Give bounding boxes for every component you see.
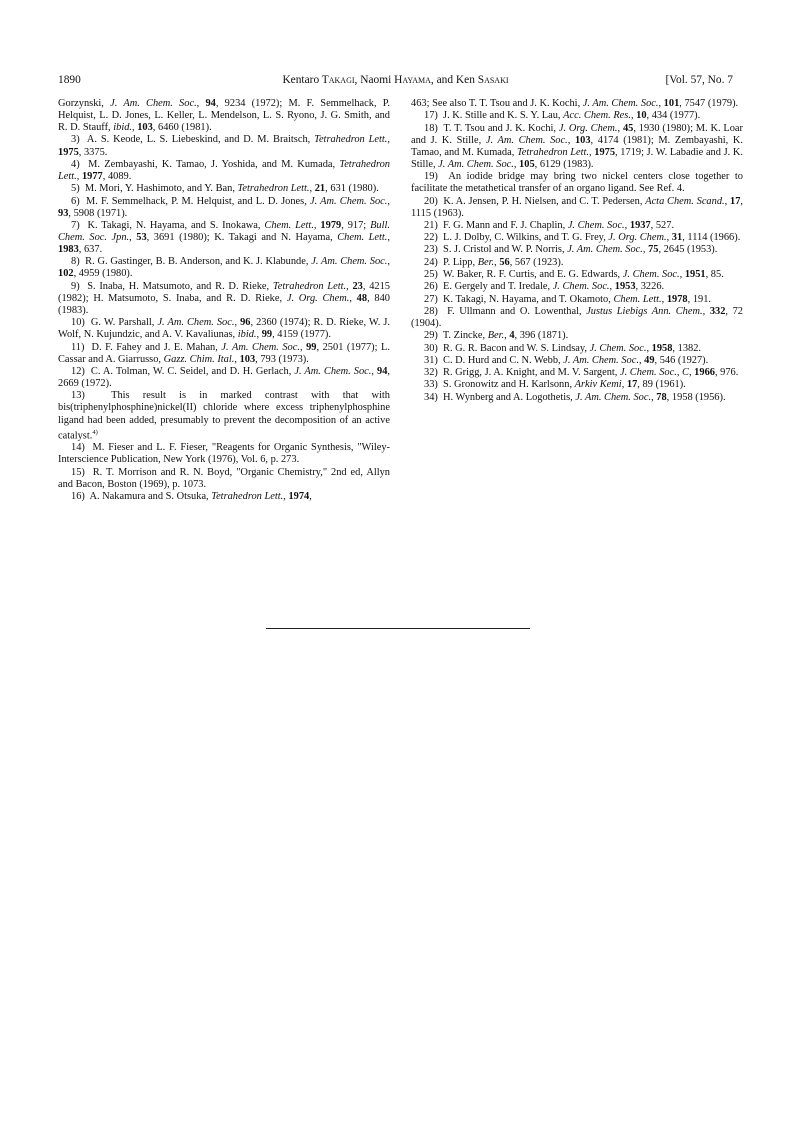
reference-item: 25) W. Baker, R. F. Curtis, and E. G. Edwards, J. Chem. Soc., 1951, 85. <box>424 269 724 280</box>
reference-item: 14) M. Fieser and L. F. Fieser, "Reagents for Organic Synthesis, "Wiley-Interscience Publication, New York (1976), Vol. 6, p. 273. <box>58 442 390 466</box>
reference-item: 22) L. J. Dolby, C. Wilkins, and T. G. Frey, J. Org. Chem., 31, 1114 (1966). <box>424 232 741 244</box>
reference-item: 3) A. S. Keode, L. S. Liebeskind, and D. M. Braitsch, Tetrahedron Lett., 1975, 3375. <box>58 134 390 158</box>
page-number: 1890 <box>58 74 81 86</box>
reference-item: 27) K. Takagi, N. Hayama, and T. Okamoto, Chem. Lett., 1978, 191. <box>424 293 712 305</box>
volume-issue: [Vol. 57, No. 7 <box>665 74 733 86</box>
reference-item: 33) S. Gronowitz and H. Karlsonn, Arkiv Kemi, 17, 89 (1961). <box>424 379 686 391</box>
running-header <box>58 73 733 87</box>
reference-item: 12) C. A. Tolman, W. C. Seidel, and D. H. Gerlach, J. Am. Chem. Soc., 94, 2669 (1972). <box>58 365 391 390</box>
reference-item: 13) This result is in marked contrast with that with bis(triphenylphosphine)nickel(II) chloride where excess triphenylphosphine ligand had been added, presumably to prevent the decomposition of an active catalyst.$^{4)}$ <box>58 390 390 442</box>
reference-item: 463; See also T. T. Tsou and J. K. Kochi, J. Am. Chem. Soc., 101, 7547 (1979). <box>411 98 739 109</box>
references-right-column <box>411 98 743 404</box>
reference-item: 30) R. G. R. Bacon and W. S. Lindsay, J. Chem. Soc., 1958, 1382. <box>424 342 701 354</box>
reference-item: 20) K. A. Jensen, P. H. Nielsen, and C. T. Pedersen, Acta Chem. Scand., 17, 1115 (1963). <box>411 195 743 219</box>
reference-item: 7) K. Takagi, N. Hayama, and S. Inokawa, Chem. Lett., 1979, 917; Bull. Chem. Soc. Jpn., 53, 3691 (1980); K. Takagi and N. Hayama, Chem. Lett., 1983, 637. <box>58 219 390 256</box>
reference-item: 4) M. Zembayashi, K. Tamao, J. Yoshida, and M. Kumada, Tetrahedron Lett., 1977, 4089. <box>58 158 390 182</box>
reference-item: 28) F. Ullmann and O. Lowenthal, Justus Liebigs Ann. Chem., 332, 72 (1904). <box>411 305 744 329</box>
reference-item: 19) An iodide bridge may bring two nickel centers close together to facilitate the metathetical transfer of an organo ligand. See Ref. 4. <box>411 171 743 195</box>
running-authors: Kentaro Takagi, Naomi Hayama, and Ken Sasaki <box>282 74 509 86</box>
reference-item: Gorzynski, J. Am. Chem. Soc., 94, 9234 (1972); M. F. Semmelhack, P. Helquist, L. D. Jones, L. Keller, L. Mendelson, L. S. Ryono, J. G. Smith, and R. D. Stauff, ibid., 103, 6460 (1981). <box>58 98 390 134</box>
reference-item: 24) P. Lipp, Ber., 56, 567 (1923). <box>424 256 564 268</box>
reference-item: 11) D. F. Fahey and J. E. Mahan, J. Am. Chem. Soc., 99, 2501 (1977); L. Cassar and A. Giarrusso, Gazz. Chim. Ital., 103, 793 (1973). <box>58 341 390 365</box>
reference-item: 17) J. K. Stille and K. S. Y. Lau, Acc. Chem. Res., 10, 434 (1977). <box>424 110 701 122</box>
reference-item: 15) R. T. Morrison and R. N. Boyd, "Organic Chemistry," 2nd ed, Allyn and Bacon, Boston (1969), p. 1073. <box>58 466 390 490</box>
end-rule <box>266 628 530 629</box>
reference-item: 10) G. W. Parshall, J. Am. Chem. Soc., 96, 2360 (1974); R. D. Rieke, W. J. Wolf, N. Kujundzic, and A. V. Kavaliunas, ibid., 99, 4159 (1977). <box>58 317 391 341</box>
reference-item: 26) E. Gergely and T. Iredale, J. Chem. Soc., 1953, 3226. <box>424 281 665 293</box>
reference-item: 23) S. J. Cristol and W. P. Norris, J. Am. Chem. Soc., 75, 2645 (1953). <box>424 244 718 256</box>
references-left-column <box>58 98 390 503</box>
reference-item: 6) M. F. Semmelhack, P. M. Helquist, and L. D. Jones, J. Am. Chem. Soc., 93, 5908 (1971). <box>58 195 391 219</box>
reference-item: 29) T. Zincke, Ber., 4, 396 (1871). <box>424 330 569 342</box>
reference-item: 8) R. G. Gastinger, B. B. Anderson, and K. J. Klabunde, J. Am. Chem. Soc., 102, 4959 (1980). <box>58 256 390 280</box>
reference-item: 32) R. Grigg, J. A. Knight, and M. V. Sargent, J. Chem. Soc., C, 1966, 976. <box>424 367 739 379</box>
reference-item: 34) H. Wynberg and A. Logothetis, J. Am. Chem. Soc., 78, 1958 (1956). <box>424 391 726 403</box>
reference-item: 5) M. Mori, Y. Hashimoto, and Y. Ban, Tetrahedron Lett., 21, 631 (1980). <box>71 183 379 195</box>
reference-item: 9) S. Inaba, H. Matsumoto, and R. D. Rieke, Tetrahedron Lett., 23, 4215 (1982); H. Matsumoto, S. Inaba, and R. D. Rieke, J. Org. Chem., 48, 840 (1983). <box>58 280 390 316</box>
reference-item: 18) T. T. Tsou and J. K. Kochi, J. Org. Chem., 45, 1930 (1980); M. K. Loar and J. K. Stille, J. Am. Chem. Soc., 103, 4174 (1981); M. Zembayashi, K. Tamao, and M. Kumada, Tetrahedron Lett., 1975, 1719; J. W. Labadie and J. K. Stille, J. Am. Chem. Soc., 105, 6129 (1983). <box>411 122 744 170</box>
reference-item: 31) C. D. Hurd and C. N. Webb, J. Am. Chem. Soc., 49, 546 (1927). <box>424 354 709 366</box>
reference-item: 16) A. Nakamura and S. Otsuka, Tetrahedron Lett., 1974, <box>71 491 312 503</box>
reference-item: 21) F. G. Mann and F. J. Chaplin, J. Chem. Soc., 1937, 527. <box>424 219 675 231</box>
